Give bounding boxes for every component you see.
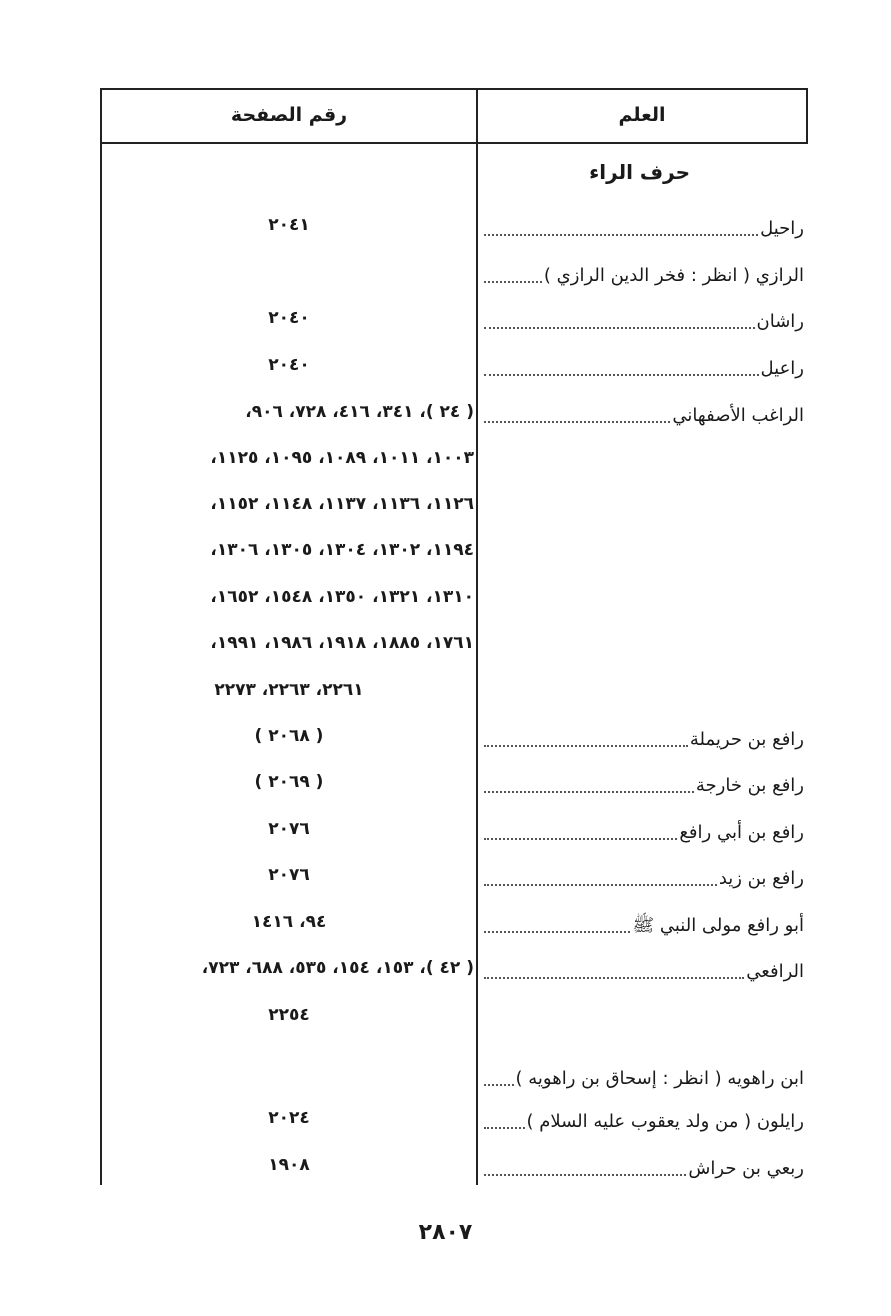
index-entry [0, 1098, 891, 1138]
index-entry [0, 902, 891, 942]
leader-dots [484, 838, 677, 840]
page-column-header: رقم الصفحة [230, 104, 348, 126]
index-entry [0, 623, 891, 663]
entry-name-text: ربعي بن حراش [688, 1158, 804, 1179]
index-entry [0, 716, 891, 756]
leader-dots [484, 281, 542, 283]
leader-dots [484, 327, 755, 329]
index-entry [0, 670, 891, 710]
leader-dots [484, 421, 670, 423]
leader-dots [484, 977, 744, 979]
entry-name-text: رافع بن حريملة [689, 729, 804, 750]
entry-pages: ١١٢٦، ١١٣٦، ١١٣٧، ١١٤٨، ١١٥٢، [210, 494, 474, 514]
index-entry [0, 530, 891, 570]
entry-pages: ( ٤٢ )، ١٥٣، ١٥٤، ٥٣٥، ٦٨٨، ٧٢٣، [201, 958, 474, 978]
entry-name-text: ابن راهويه ( انظر : إسحاق بن راهويه ) [515, 1068, 804, 1089]
entry-name [484, 1145, 804, 1185]
entry-pages: ٢٠٤٠ [268, 355, 310, 375]
entry-name [484, 1055, 804, 1095]
index-entry [0, 1055, 891, 1095]
leader-dots [484, 745, 688, 747]
leader-dots [484, 931, 630, 933]
entry-name-text: رافع بن أبي رافع [679, 822, 804, 843]
name-column-header: العلم [618, 104, 666, 126]
entry-name-text: راحيل [760, 218, 804, 239]
leader-dots [484, 1127, 525, 1129]
entry-pages: ١٠٠٣، ١٠١١، ١٠٨٩، ١٠٩٥، ١١٢٥، [210, 448, 474, 468]
entry-pages: ٩٤، ١٤١٦ [251, 912, 327, 932]
entry-pages: ٢٠٧٦ [268, 865, 310, 885]
letter-heading: حرف الراء [589, 160, 690, 184]
entry-name [484, 298, 804, 338]
index-entry [0, 392, 891, 432]
entry-name [484, 1098, 804, 1138]
entry-name [484, 392, 804, 432]
entry-name-text: أبو رافع مولى النبي ﷺ [632, 915, 804, 936]
entry-pages: ١١٩٤، ١٣٠٢، ١٣٠٤، ١٣٠٥، ١٣٠٦، [210, 540, 474, 560]
entry-name [484, 345, 804, 385]
index-entry [0, 298, 891, 338]
entry-name [484, 902, 804, 942]
index-entry [0, 995, 891, 1035]
page-number: ٢٨٠٧ [418, 1220, 473, 1245]
entry-pages: ١٣١٠، ١٣٢١، ١٣٥٠، ١٥٤٨، ١٦٥٢، [210, 587, 474, 607]
entry-name-text: راعيل [760, 358, 804, 379]
leader-dots [484, 791, 694, 793]
leader-dots [484, 234, 758, 236]
index-entry [0, 438, 891, 478]
index-entry [0, 855, 891, 895]
index-entry [0, 1145, 891, 1185]
entry-pages: ٢٠٤١ [268, 215, 310, 235]
header-rule [100, 142, 808, 144]
entry-pages: ١٧٦١، ١٨٨٥، ١٩١٨، ١٩٨٦، ١٩٩١، [210, 633, 474, 653]
index-entry [0, 809, 891, 849]
entry-name-text: رافع بن زيد [718, 868, 804, 889]
entry-name [484, 252, 804, 292]
entry-pages: ( ٢٤ )، ٣٤١، ٤١٦، ٧٢٨، ٩٠٦، [245, 402, 474, 422]
entry-name-text: رايلون ( من ولد يعقوب عليه السلام ) [526, 1111, 804, 1132]
index-entry [0, 252, 891, 292]
index-entry [0, 345, 891, 385]
entry-pages: ( ٢٠٦٩ ) [254, 772, 324, 792]
index-entry [0, 948, 891, 988]
entry-name [484, 948, 804, 988]
leader-dots [484, 374, 759, 376]
entry-pages: ٢٠٤٠ [268, 308, 310, 328]
entry-name [484, 855, 804, 895]
index-entry [0, 762, 891, 802]
entry-name [484, 762, 804, 802]
entry-pages: ٢٠٧٦ [268, 819, 310, 839]
index-entry [0, 577, 891, 617]
leader-dots [484, 884, 717, 886]
leader-dots [484, 1174, 686, 1176]
entry-name [484, 205, 804, 245]
entry-name [484, 716, 804, 756]
entry-name-text: الرافعي [746, 961, 804, 982]
index-entry [0, 484, 891, 524]
entry-name [484, 809, 804, 849]
table-top-border [100, 88, 808, 90]
entry-pages: ٢٢٦١، ٢٢٦٣، ٢٢٧٣ [214, 680, 364, 700]
entry-name-text: الرازي ( انظر : فخر الدين الرازي ) [543, 265, 804, 286]
entry-pages: ١٩٠٨ [268, 1155, 310, 1175]
entry-name-text: الراغب الأصفهاني [672, 405, 804, 426]
table-right-border [806, 88, 808, 144]
entry-pages: ٢٠٢٤ [268, 1108, 310, 1128]
entry-name-text: راشان [756, 311, 804, 332]
index-entry [0, 205, 891, 245]
entry-pages: ٢٢٥٤ [268, 1005, 310, 1025]
entry-name-text: رافع بن خارجة [695, 775, 804, 796]
entry-pages: ( ٢٠٦٨ ) [254, 726, 324, 746]
leader-dots [484, 1084, 514, 1086]
